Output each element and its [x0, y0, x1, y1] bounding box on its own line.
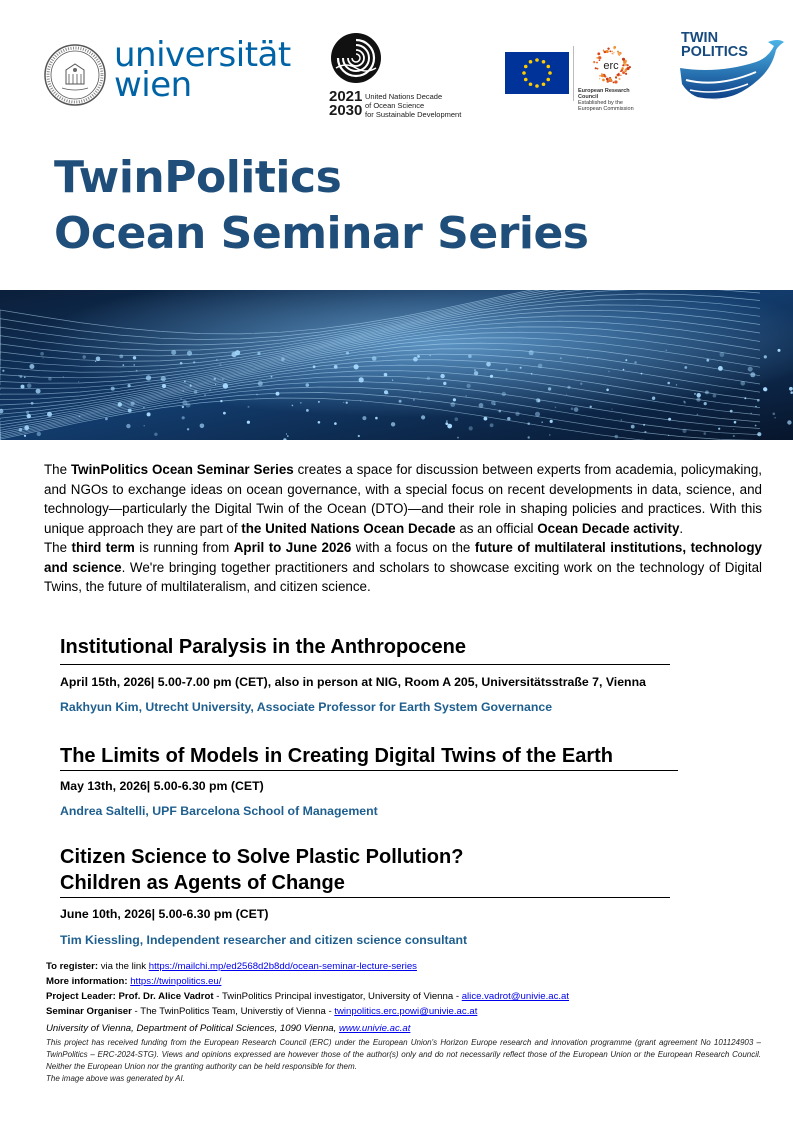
intro-p1-e: as an official [455, 520, 538, 536]
project-leader-line [46, 990, 569, 1003]
decade-year-start: 2021 [329, 88, 363, 105]
erc-caption [578, 88, 648, 112]
twinpolitics-line1: TWIN [681, 30, 719, 46]
univie-line2: wien [114, 65, 192, 105]
event-2-date: May 13th, 2026| 5.00-6.30 pm (CET) [60, 779, 264, 793]
more-info-line [46, 975, 221, 988]
register-text: via the link [98, 961, 149, 972]
affiliation-link[interactable]: www.univie.ac.at [338, 1023, 411, 1034]
event-2-title: The Limits of Models in Creating Digital Twins of the Earth [60, 745, 613, 767]
organiser-line [46, 1005, 477, 1018]
twinpolitics-line2: POLITICS [681, 44, 748, 60]
intro-p2-term: third term [71, 540, 135, 555]
organiser-text: - The TwinPolitics Team, Universtiy of Vienna - [131, 1006, 335, 1017]
organiser-email-link[interactable]: twinpolitics.erc.powi@univie.ac.at [334, 1006, 478, 1017]
funding-text: This project has received funding from the European Research Council (ERC) under the European Union's Horizon Europe research and innovation programme (grant agreement No 101124903 – TwinPolitics – ERC-2024-STG). Views and opinions expressed are however those of the author(s) only and do not necessarily reflect those of the European Union or the European Research Council. Neither the European Union nor the granting authority can be held responsible for them. [46, 1038, 761, 1071]
intro-text [44, 460, 762, 597]
intro-p2-dates: April to June 2026 [233, 540, 352, 555]
intro-p1-un-decade: the United Nations Ocean Decade [241, 520, 456, 536]
digital-ocean-banner-image [0, 290, 793, 440]
event-3-title-line-2: Children as Agents of Change [60, 872, 345, 894]
intro-p1-activity: Ocean Decade activity [537, 520, 680, 536]
title-line-1: TwinPolitics [54, 152, 342, 203]
project-leader-email-link[interactable]: alice.vadrot@univie.ac.at [461, 991, 570, 1002]
decade-caption-1: United Nations Decade [365, 92, 443, 101]
erc-logo-icon [584, 46, 638, 84]
event-1-speaker: Rakhyun Kim, Utrecht University, Associate Professor for Earth System Governance [60, 700, 553, 714]
affiliation-line [46, 1022, 410, 1035]
decade-caption-3: for Sustainable Development [365, 110, 462, 119]
logo-divider [573, 46, 574, 101]
ocean-decade-spiral-icon [330, 32, 382, 84]
register-link[interactable]: https://mailchi.mp/ed2568d2b8dd/ocean-seminar-lecture-series [148, 961, 417, 972]
event-1-date: April 15th, 2026| 5.00-7.00 pm (CET), also in person at NIG, Room A 205, Universitätsstraße 7, Vienna [60, 675, 646, 689]
university-seal-icon [44, 44, 106, 106]
more-info-link[interactable]: https://twinpolitics.eu/ [130, 976, 222, 987]
event-3-speaker: Tim Kiessling, Independent researcher and citizen science consultant [60, 933, 468, 947]
decade-year-end: 2030 [329, 102, 363, 119]
erc-mark: erc [603, 60, 619, 72]
erc-caption-2: Established by the European Commission [578, 100, 634, 112]
erc-caption-1: European Research Council [578, 88, 630, 100]
more-info-label: More information: [46, 976, 128, 987]
univie-line1: universität [114, 35, 291, 75]
register-line [46, 960, 417, 973]
event-3-title-line-1: Citizen Science to Solve Plastic Pollution? [60, 846, 464, 868]
intro-paragraph-2 [44, 538, 762, 597]
event-2-divider [60, 770, 678, 771]
project-leader-text: - TwinPolitics Principal investigator, University of Vienna - [213, 991, 462, 1002]
intro-paragraph-1 [44, 460, 762, 538]
intro-p1-c: creates a space for discussion between experts from academia, policymaking, and NGOs to exchange ideas on ocean governance, with a special focus on recent developments in data, science, and technology—particularly the Digital Twin of the Ocean (DTO)—and their role in shaping policies and practices. With this unique approach they are part of [44, 462, 763, 536]
decade-caption [365, 92, 485, 119]
funding-notice [46, 1037, 761, 1085]
eu-flag-icon [505, 52, 569, 94]
event-3-divider [60, 897, 670, 898]
event-1-title: Institutional Paralysis in the Anthropocene [60, 636, 466, 658]
event-2-speaker: Andrea Saltelli, UPF Barcelona School of Management [60, 804, 378, 818]
affiliation-text: University of Vienna, Department of Political Sciences, 1090 Vienna, [46, 1023, 339, 1034]
intro-p1-g: . [679, 520, 684, 536]
intro-p2-g: . We're bringing together practitioners and scholars to showcase exciting work on the technology of Digital Twins, the future of multilateralism, and citizen science. [44, 559, 762, 594]
intro-p2-e: with a focus on the [351, 540, 475, 555]
title-line-2: Ocean Seminar Series [54, 208, 589, 259]
intro-p2-focus: future of multilateral institutions, technology and science [44, 540, 762, 575]
register-label: To register: [46, 961, 99, 972]
intro-p2-c: is running from [134, 540, 234, 555]
intro-p1-a: The [44, 462, 71, 477]
page-title [54, 150, 589, 262]
ai-note: The image above was generated by AI. [46, 1074, 185, 1083]
project-leader-label: Project Leader: Prof. Dr. Alice Vadrot [46, 991, 214, 1002]
intro-p1-series-name: TwinPolitics Ocean Seminar Series [70, 462, 294, 477]
univie-wordmark [114, 35, 291, 105]
decade-caption-2: of Ocean Science [365, 101, 425, 110]
event-3-date: June 10th, 2026| 5.00-6.30 pm (CET) [60, 907, 269, 921]
organiser-label: Seminar Organiser [46, 1006, 132, 1017]
intro-p2-a: The [44, 540, 72, 555]
decade-years [329, 90, 362, 118]
event-1-divider [60, 664, 670, 665]
twinpolitics-wordmark [681, 31, 748, 59]
